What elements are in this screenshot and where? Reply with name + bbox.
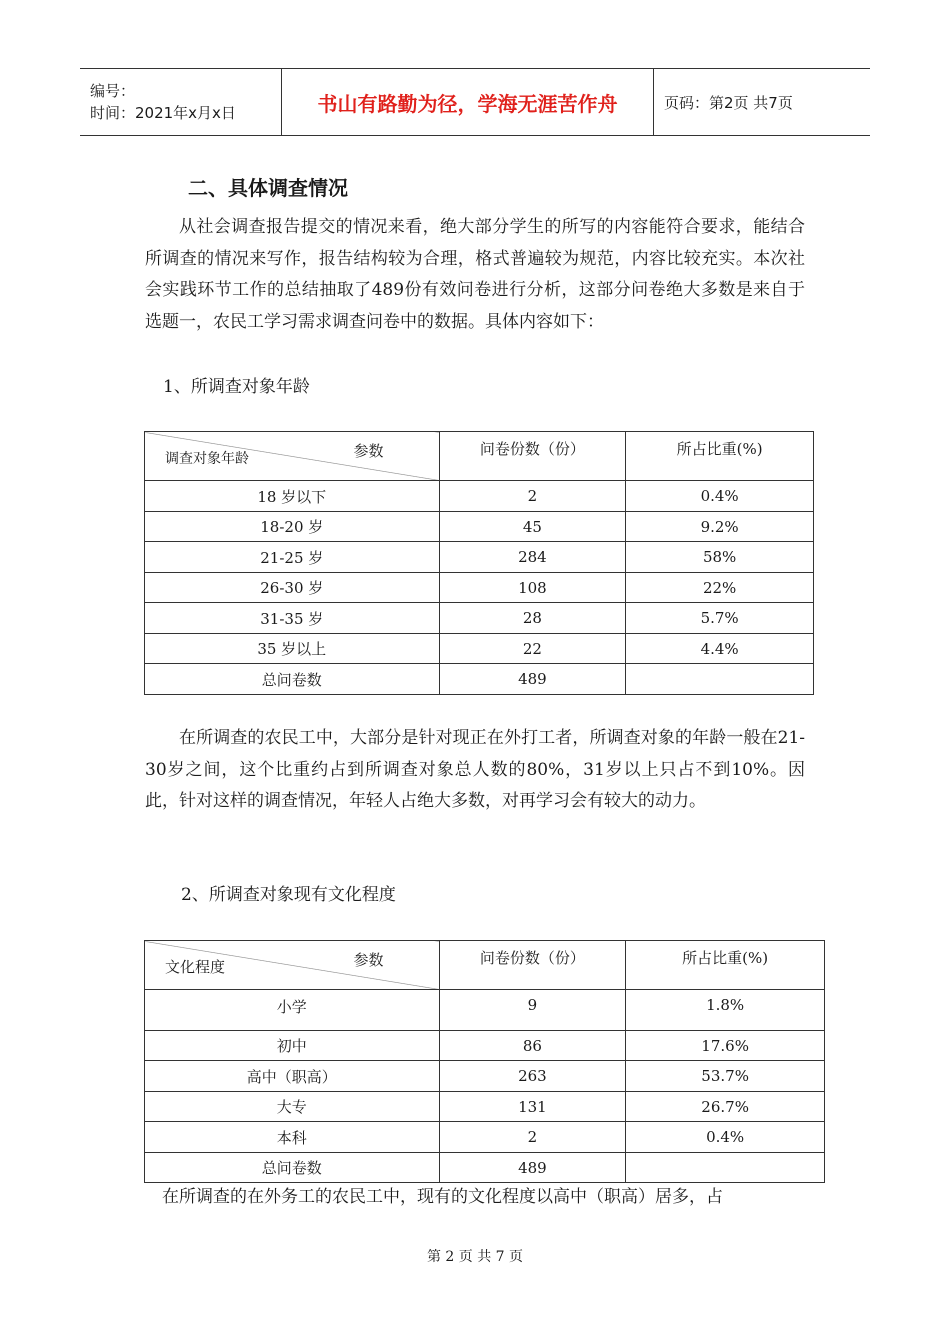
row-label: 小学 xyxy=(145,990,440,1031)
table-row xyxy=(145,1061,825,1092)
row-label: 总问卷数 xyxy=(145,664,440,695)
row-label: 26-30 岁 xyxy=(145,573,440,603)
row-ratio: 53.7% xyxy=(626,1061,825,1092)
row-label: 21-25 岁 xyxy=(145,542,440,573)
row-count: 9 xyxy=(439,990,626,1031)
row-count: 28 xyxy=(439,603,626,634)
row-label: 18-20 岁 xyxy=(145,512,440,542)
diagonal-header-cell xyxy=(145,941,440,990)
row-label: 大专 xyxy=(145,1092,440,1122)
corner-param-label: 参数 xyxy=(353,442,384,460)
header-meta xyxy=(80,69,282,135)
row-ratio: 0.4% xyxy=(626,1122,825,1153)
row-ratio: 4.4% xyxy=(626,634,814,664)
row-count: 86 xyxy=(439,1031,626,1061)
column-header-count: 问卷份数（份） xyxy=(439,432,626,481)
row-count: 489 xyxy=(439,1153,626,1183)
age-analysis-paragraph: 在所调查的农民工中，大部分是针对现正在外打工者，所调查对象的年龄一般在21-30岁之间，这个比重约占到所调查对象总人数的80%，31岁以上只占不到10%。因此，针对这样的调查情况，年轻人占绝大多数，对再学习会有较大的动力。 xyxy=(145,728,805,811)
row-ratio: 0.4% xyxy=(626,481,814,512)
education-analysis-paragraph: 在所调查的在外务工的农民工中，现有的文化程度以高中（职高）居多，占 xyxy=(162,1187,723,1207)
page-footer: 第 2 页 共 7 页 xyxy=(426,1249,524,1265)
row-ratio xyxy=(626,1153,825,1183)
column-header-ratio: 所占比重(%) xyxy=(626,432,814,481)
education-section-title: 2、所调查对象现有文化程度 xyxy=(181,885,396,905)
corner-row-label: 文化程度 xyxy=(165,958,226,976)
table-row xyxy=(145,1031,825,1061)
row-ratio: 26.7% xyxy=(626,1092,825,1122)
row-ratio: 17.6% xyxy=(626,1031,825,1061)
column-header-count: 问卷份数（份） xyxy=(439,941,626,990)
row-ratio: 1.8% xyxy=(626,990,825,1031)
table-row xyxy=(145,512,814,542)
table-total-row xyxy=(145,664,814,695)
document-number-label: 编号： xyxy=(90,82,136,100)
row-ratio: 58% xyxy=(626,542,814,573)
table-row xyxy=(145,634,814,664)
table-row xyxy=(145,1092,825,1122)
row-count: 2 xyxy=(439,1122,626,1153)
table-row xyxy=(145,1122,825,1153)
row-count: 22 xyxy=(439,634,626,664)
table-row xyxy=(145,481,814,512)
row-ratio: 22% xyxy=(626,573,814,603)
row-label: 31-35 岁 xyxy=(145,603,440,634)
row-label: 18 岁以下 xyxy=(145,481,440,512)
table-header-row xyxy=(145,941,825,990)
row-count: 263 xyxy=(439,1061,626,1092)
age-table xyxy=(144,431,814,695)
header-motto: 书山有路勤为径，学海无涯苦作舟 xyxy=(282,69,654,135)
row-ratio: 5.7% xyxy=(626,603,814,634)
row-label: 高中（职高） xyxy=(145,1061,440,1092)
table-row xyxy=(145,990,825,1031)
row-count: 45 xyxy=(439,512,626,542)
diagonal-header-cell xyxy=(145,432,440,481)
section-title: 二、具体调查情况 xyxy=(188,176,348,200)
row-count: 2 xyxy=(439,481,626,512)
intro-paragraph: 从社会调查报告提交的情况来看，绝大部分学生的所写的内容能符合要求，能结合所调查的情况来写作，报告结构较为合理，格式普遍较为规范，内容比较充实。本次社会实践环节工作的总结抽取了489份有效问卷进行分析，这部分问卷绝大多数是来自于选题一，农民工学习需求调查问卷中的数据。具体内容如下： xyxy=(145,217,805,332)
table-total-row xyxy=(145,1153,825,1183)
header-page-info: 页码：第2页 共7页 xyxy=(664,93,793,112)
row-count: 108 xyxy=(439,573,626,603)
education-table xyxy=(144,940,825,1183)
row-label: 初中 xyxy=(145,1031,440,1061)
row-count: 284 xyxy=(439,542,626,573)
age-section-title: 1、所调查对象年龄 xyxy=(163,377,310,397)
corner-row-label: 调查对象年龄 xyxy=(165,451,249,467)
page-header xyxy=(80,68,870,136)
table-header-row xyxy=(145,432,814,481)
corner-param-label: 参数 xyxy=(353,951,384,969)
row-ratio xyxy=(626,664,814,695)
row-count: 489 xyxy=(439,664,626,695)
row-label: 总问卷数 xyxy=(145,1153,440,1183)
table-row xyxy=(145,573,814,603)
row-ratio: 9.2% xyxy=(626,512,814,542)
table-row xyxy=(145,542,814,573)
row-label: 35 岁以上 xyxy=(145,634,440,664)
document-time-label: 时间：2021年x月x日 xyxy=(90,104,236,122)
table-row xyxy=(145,603,814,634)
row-label: 本科 xyxy=(145,1122,440,1153)
column-header-ratio: 所占比重(%) xyxy=(626,941,825,990)
row-count: 131 xyxy=(439,1092,626,1122)
